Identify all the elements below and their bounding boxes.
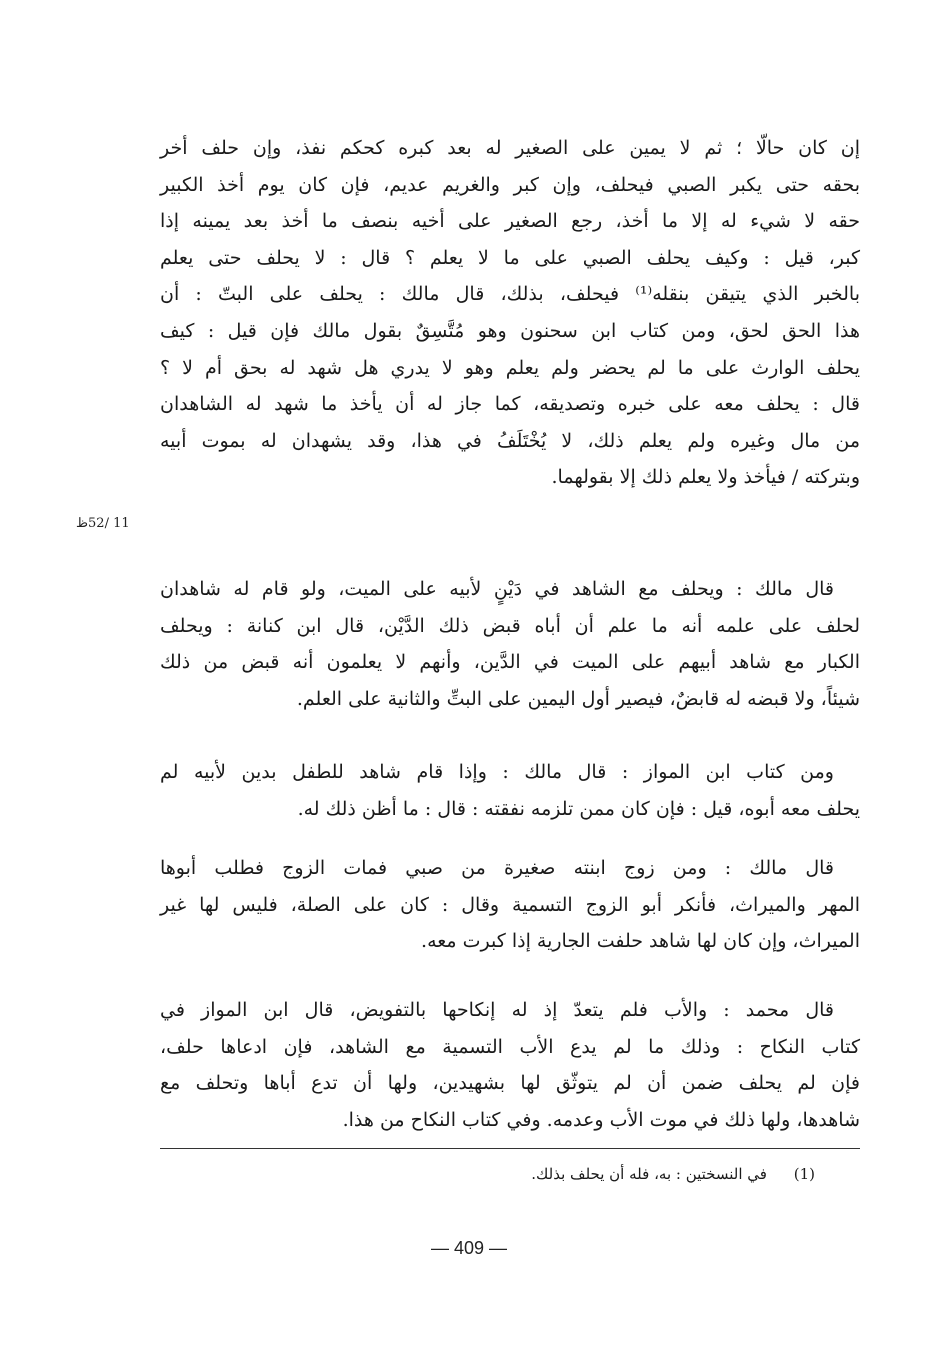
text-line: الميراث، وإن كان لها شاهد حلفت الجارية إذا كبرت معه. xyxy=(421,930,860,953)
text-line: وبتركته / فيأخذ ولا يعلم ذلك إلا بقولهما. xyxy=(551,466,860,489)
text-line: كبر، قيل : وكيف يحلف الصبي على ما لا يعلم ؟ قال : لا يحلف حتى يعلم xyxy=(160,246,860,269)
text-line: يحلف معه أبوه، قيل : فإن كان ممن تلزمه نفقته : قال : ما أظن ذلك له. xyxy=(297,797,860,820)
text-line: ومن كتاب ابن المواز : قال مالك : وإذا قام شاهد للطفل بدين لأبيه لم xyxy=(160,761,834,783)
text-line: بالخبر الذي يتيقن بنقله⁽¹⁾ فيحلف، بذلك، قال مالك : يحلف على البتّ : أن xyxy=(160,283,861,306)
text-line: قال : يحلف معه على خبره وتصديقه، كما جاز له أن يأخذ ما شهد له الشاهدان xyxy=(160,393,860,416)
folio-margin-note: 11 /52ظ xyxy=(76,516,130,531)
text-line: قال مالك : ومن زوج ابنته صغيرة من صبي فمات الزوج فطلب أبوها xyxy=(160,857,834,879)
paragraph-3 xyxy=(160,754,860,827)
footnote-number: (1) xyxy=(793,1165,815,1183)
text-line: لحلف على علمه أنه ما علم أن أباه قبض ذلك الدَّيْن، قال ابن كنانة : ويحلف xyxy=(160,614,860,637)
text-line: يحلف الوارث على ما لم يحضر ولم يعلم وهو لا يدري هل شهد له بحق أم لا ؟ xyxy=(160,356,860,379)
footnote xyxy=(160,1165,815,1183)
text-line: من مال وغيره ولم يعلم ذلك، لا يُخْتَلَفُ في هذا، وقد يشهدان له بموت أبيه xyxy=(160,429,860,452)
text-line: حقه لا شيء له إلا ما أخذ، رجع الصغير على أخيه بنصف ما أخذ بعد يمينه إذا xyxy=(160,210,860,233)
text-line: كتاب النكاح : وذلك ما لم يدع الأب التسمية مع الشاهد، فإن ادعاها حلف، xyxy=(160,1035,860,1058)
paragraph-2 xyxy=(160,571,860,717)
text-line: بحقه حتى يكبر الصبي فيحلف، وإن كبر والغريم عديم، فإن كان يوم أخذ الكبير xyxy=(160,173,860,196)
text-line: شيئاً، ولا قبضه له قابضٌ، فيصير أول اليمين على البتِّ والثانية على العلم. xyxy=(296,687,860,710)
text-line: إن كان حالّا ؛ ثم لا يمين على الصغير له بعد كبره كحكم نفذ، وإن حلف أخر xyxy=(160,137,860,159)
footnote-divider xyxy=(160,1148,860,1149)
text-line: المهر والميراث، فأنكر أبو الزوج التسمية وقال : كان على الصلة، فليس لها غير xyxy=(160,893,860,916)
text-line: الكبار مع شاهد أبيهم على الميت في الدَّين، وأنهم لا يعلمون أنه قبض من ذلك xyxy=(160,651,860,674)
text-line: هذا الحق لحق، ومن كتاب ابن سحنون وهو مُتَّسِقٌ بقول مالك فإن قيل : كيف xyxy=(160,319,860,342)
text-line: قال مالك : ويحلف مع الشاهد في دَيْنٍ لأبيه على الميت، ولو قام له شاهدان xyxy=(160,578,834,600)
paragraph-5 xyxy=(160,992,860,1138)
footnote-text: في النسختين : به، فله أن يحلف بذلك. xyxy=(531,1165,767,1183)
text-line: قال محمد : والأب فلم يتعدّ إذ له إنكاحها بالتفويض، قال ابن المواز في xyxy=(160,999,834,1021)
paragraph-4 xyxy=(160,850,860,960)
text-line: فإن لم يحلف ضمن أن لم يتوثّق لها بشهيدين، ولها أن تدع أباها وتحلف مع xyxy=(160,1072,860,1095)
paragraph-1 xyxy=(160,130,860,496)
page-number: — 409 — xyxy=(430,1238,508,1258)
text-line: شاهدها، ولها ذلك في موت الأب وعدمه. وفي كتاب النكاح من هذا. xyxy=(342,1108,860,1131)
